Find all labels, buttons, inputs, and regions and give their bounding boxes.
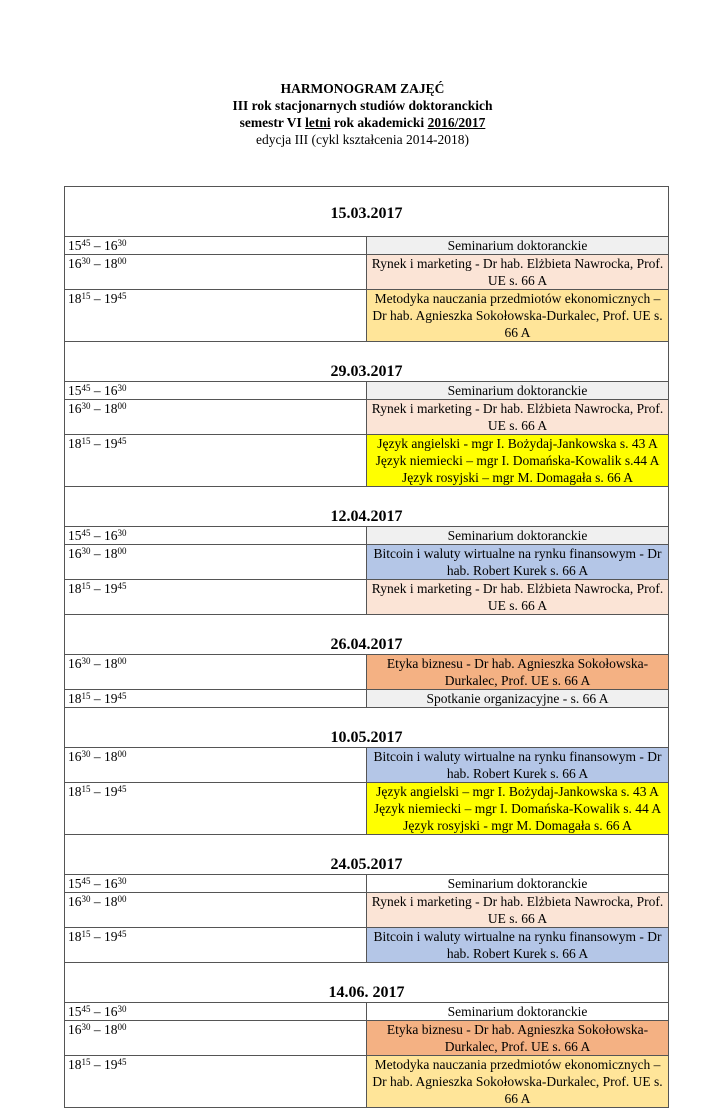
time-slot: $15^{45} - 16^{30}$: [65, 1003, 367, 1021]
start-minute: 45: [81, 1004, 91, 1014]
date-row: [65, 963, 669, 1003]
schedule-row: [65, 783, 669, 835]
start-hour: 16: [68, 749, 82, 764]
end-minute: 45: [117, 929, 127, 939]
start-hour: 16: [68, 894, 82, 909]
end-minute: 30: [117, 528, 127, 538]
session-date: 14.06. 2017: [65, 963, 669, 1003]
time-slot: $16^{30} - 18^{00}$: [65, 545, 367, 580]
end-minute: 45: [117, 1057, 127, 1067]
class-description: [367, 400, 669, 435]
schedule-row: [65, 893, 669, 928]
start-minute: 45: [81, 238, 91, 248]
end-hour: 16: [104, 238, 118, 253]
schedule-row: [65, 400, 669, 435]
schedule-row: [65, 255, 669, 290]
description-line: Metodyka nauczania przedmiotów ekonomicznych –: [374, 1057, 661, 1072]
schedule-row: [65, 580, 669, 615]
start-hour: 18: [68, 436, 82, 451]
start-hour: 15: [68, 876, 82, 891]
date-row: [65, 487, 669, 527]
document-title: HARMONOGRAM ZAJĘĆ: [280, 81, 445, 96]
start-minute: 15: [81, 581, 91, 591]
time-slot: $15^{45} - 16^{30}$: [65, 382, 367, 400]
start-hour: 16: [68, 401, 82, 416]
start-minute: 15: [81, 436, 91, 446]
session-date: 24.05.2017: [65, 835, 669, 875]
class-description: [367, 1056, 669, 1108]
end-minute: 00: [117, 256, 127, 266]
schedule-row: [65, 928, 669, 963]
time-slot: $18^{15} - 19^{45}$: [65, 1056, 367, 1108]
start-hour: 18: [68, 291, 82, 306]
time-slot: $15^{45} - 16^{30}$: [65, 875, 367, 893]
schedule-row: [65, 237, 669, 255]
description-line: Bitcoin i waluty wirtualne na rynku finansowym - Dr hab. Robert Kurek s. 66 A: [373, 749, 662, 781]
start-minute: 45: [81, 876, 91, 886]
time-slot: $18^{15} - 19^{45}$: [65, 928, 367, 963]
end-hour: 19: [104, 581, 118, 596]
schedule-table: [64, 186, 669, 1108]
time-slot: $16^{30} - 18^{00}$: [65, 1021, 367, 1056]
schedule-row: [65, 875, 669, 893]
description-line: Seminarium doktoranckie: [447, 238, 588, 253]
description-line: Język angielski - mgr I. Bożydaj-Jankowska s. 43 A: [377, 436, 658, 451]
start-minute: 30: [81, 894, 91, 904]
class-description: [367, 1021, 669, 1056]
description-line: Seminarium doktoranckie: [447, 383, 588, 398]
description-line: Język niemiecki – mgr I. Domańska-Kowalik s. 44 A: [373, 801, 662, 816]
description-line: Etyka biznesu - Dr hab. Agnieszka Sokołowska-Durkalec, Prof. UE s. 66 A: [386, 656, 649, 688]
time-slot: $16^{30} - 18^{00}$: [65, 748, 367, 783]
description-line: Rynek i marketing - Dr hab. Elżbieta Nawrocka, Prof. UE s. 66 A: [371, 894, 664, 926]
semester-prefix: semestr VI: [239, 115, 306, 130]
semester-type: letni: [305, 115, 331, 130]
time-slot: $15^{45} - 16^{30}$: [65, 237, 367, 255]
semester-line: [0, 114, 725, 131]
start-minute: 15: [81, 929, 91, 939]
session-date: 15.03.2017: [65, 187, 669, 237]
description-line: Seminarium doktoranckie: [447, 1004, 588, 1019]
description-line: Dr hab. Agnieszka Sokołowska-Durkalec, Prof. UE s. 66 A: [372, 1074, 663, 1106]
start-minute: 45: [81, 383, 91, 393]
class-description: [367, 527, 669, 545]
academic-year: 2016/2017: [427, 115, 486, 130]
end-hour: 18: [104, 1022, 118, 1037]
start-hour: 15: [68, 383, 82, 398]
start-hour: 16: [68, 546, 82, 561]
class-description: [367, 382, 669, 400]
edition-line: edycja III (cykl kształcenia 2014-2018): [256, 132, 469, 147]
end-hour: 19: [104, 436, 118, 451]
description-line: Metodyka nauczania przedmiotów ekonomicznych –: [374, 291, 661, 306]
program-line: III rok stacjonarnych studiów doktoranckich: [232, 98, 493, 113]
description-line: Bitcoin i waluty wirtualne na rynku finansowym - Dr hab. Robert Kurek s. 66 A: [373, 929, 662, 961]
start-hour: 18: [68, 929, 82, 944]
start-minute: 15: [81, 1057, 91, 1067]
start-hour: 16: [68, 656, 82, 671]
end-minute: 00: [117, 749, 127, 759]
schedule-row: [65, 1021, 669, 1056]
class-description: [367, 690, 669, 708]
class-description: [367, 580, 669, 615]
start-hour: 16: [68, 1022, 82, 1037]
date-row: [65, 342, 669, 382]
end-minute: 00: [117, 894, 127, 904]
class-description: [367, 1003, 669, 1021]
start-minute: 15: [81, 691, 91, 701]
date-row: [65, 187, 669, 237]
end-minute: 00: [117, 656, 127, 666]
end-hour: 18: [104, 546, 118, 561]
session-date: 10.05.2017: [65, 708, 669, 748]
semester-middle: rok akademicki: [330, 115, 428, 130]
end-minute: 00: [117, 546, 127, 556]
class-description: [367, 875, 669, 893]
start-minute: 15: [81, 291, 91, 301]
end-hour: 18: [104, 749, 118, 764]
description-line: Rynek i marketing - Dr hab. Elżbieta Nawrocka, Prof. UE s. 66 A: [371, 256, 664, 288]
end-hour: 19: [104, 291, 118, 306]
time-slot: $16^{30} - 18^{00}$: [65, 400, 367, 435]
end-hour: 18: [104, 894, 118, 909]
description-line: Język niemiecki – mgr I. Domańska-Kowalik s.44 A: [375, 453, 660, 468]
session-date: 12.04.2017: [65, 487, 669, 527]
time-slot: $16^{30} - 18^{00}$: [65, 255, 367, 290]
description-line: Etyka biznesu - Dr hab. Agnieszka Sokołowska-Durkalec, Prof. UE s. 66 A: [386, 1022, 649, 1054]
class-description: [367, 783, 669, 835]
document-header: [0, 80, 725, 148]
end-hour: 19: [104, 691, 118, 706]
class-description: [367, 237, 669, 255]
start-minute: 30: [81, 656, 91, 666]
time-slot: $18^{15} - 19^{45}$: [65, 580, 367, 615]
end-hour: 16: [104, 876, 118, 891]
class-description: [367, 748, 669, 783]
start-hour: 18: [68, 581, 82, 596]
class-description: [367, 290, 669, 342]
start-minute: 30: [81, 256, 91, 266]
time-slot: $18^{15} - 19^{45}$: [65, 435, 367, 487]
class-description: [367, 893, 669, 928]
session-date: 29.03.2017: [65, 342, 669, 382]
end-minute: 45: [117, 784, 127, 794]
schedule-row: [65, 382, 669, 400]
schedule-row: [65, 1003, 669, 1021]
description-line: Bitcoin i waluty wirtualne na rynku finansowym - Dr hab. Robert Kurek s. 66 A: [373, 546, 662, 578]
schedule-row: [65, 527, 669, 545]
schedule-row: [65, 435, 669, 487]
end-minute: 30: [117, 1004, 127, 1014]
start-hour: 15: [68, 1004, 82, 1019]
end-minute: 00: [117, 1022, 127, 1032]
schedule-row: [65, 545, 669, 580]
class-description: [367, 655, 669, 690]
description-line: Język angielski – mgr I. Bożydaj-Jankowska s. 43 A: [376, 784, 659, 799]
end-hour: 18: [104, 256, 118, 271]
class-description: [367, 545, 669, 580]
start-hour: 18: [68, 784, 82, 799]
end-hour: 19: [104, 929, 118, 944]
date-row: [65, 708, 669, 748]
schedule-row: [65, 690, 669, 708]
start-minute: 30: [81, 1022, 91, 1032]
start-minute: 45: [81, 528, 91, 538]
start-minute: 30: [81, 546, 91, 556]
time-slot: $16^{30} - 18^{00}$: [65, 893, 367, 928]
end-minute: 30: [117, 383, 127, 393]
end-minute: 45: [117, 581, 127, 591]
start-minute: 15: [81, 784, 91, 794]
end-hour: 16: [104, 383, 118, 398]
end-minute: 30: [117, 238, 127, 248]
end-hour: 18: [104, 401, 118, 416]
start-hour: 15: [68, 528, 82, 543]
end-hour: 19: [104, 784, 118, 799]
class-description: [367, 435, 669, 487]
start-hour: 18: [68, 691, 82, 706]
session-date: 26.04.2017: [65, 615, 669, 655]
end-minute: 45: [117, 436, 127, 446]
description-line: Dr hab. Agnieszka Sokołowska-Durkalec, Prof. UE s. 66 A: [372, 308, 663, 340]
description-line: Język rosyjski - mgr M. Domagała s. 66 A: [403, 818, 632, 833]
description-line: Język rosyjski – mgr M. Domagała s. 66 A: [402, 470, 633, 485]
start-minute: 30: [81, 749, 91, 759]
description-line: Seminarium doktoranckie: [447, 876, 588, 891]
end-hour: 16: [104, 528, 118, 543]
start-hour: 18: [68, 1057, 82, 1072]
time-slot: $15^{45} - 16^{30}$: [65, 527, 367, 545]
time-slot: $18^{15} - 19^{45}$: [65, 783, 367, 835]
schedule-row: [65, 655, 669, 690]
schedule-row: [65, 290, 669, 342]
end-minute: 45: [117, 291, 127, 301]
description-line: Rynek i marketing - Dr hab. Elżbieta Nawrocka, Prof. UE s. 66 A: [371, 581, 664, 613]
end-hour: 18: [104, 656, 118, 671]
time-slot: $18^{15} - 19^{45}$: [65, 290, 367, 342]
schedule-row: [65, 748, 669, 783]
description-line: Seminarium doktoranckie: [447, 528, 588, 543]
start-hour: 16: [68, 256, 82, 271]
description-line: Rynek i marketing - Dr hab. Elżbieta Nawrocka, Prof. UE s. 66 A: [371, 401, 664, 433]
end-hour: 16: [104, 1004, 118, 1019]
start-hour: 15: [68, 238, 82, 253]
description-line: Spotkanie organizacyjne - s. 66 A: [426, 691, 609, 706]
date-row: [65, 835, 669, 875]
end-minute: 45: [117, 691, 127, 701]
time-slot: $16^{30} - 18^{00}$: [65, 655, 367, 690]
end-minute: 30: [117, 876, 127, 886]
date-row: [65, 615, 669, 655]
end-minute: 00: [117, 401, 127, 411]
class-description: [367, 928, 669, 963]
schedule-row: [65, 1056, 669, 1108]
end-hour: 19: [104, 1057, 118, 1072]
time-slot: $18^{15} - 19^{45}$: [65, 690, 367, 708]
class-description: [367, 255, 669, 290]
start-minute: 30: [81, 401, 91, 411]
